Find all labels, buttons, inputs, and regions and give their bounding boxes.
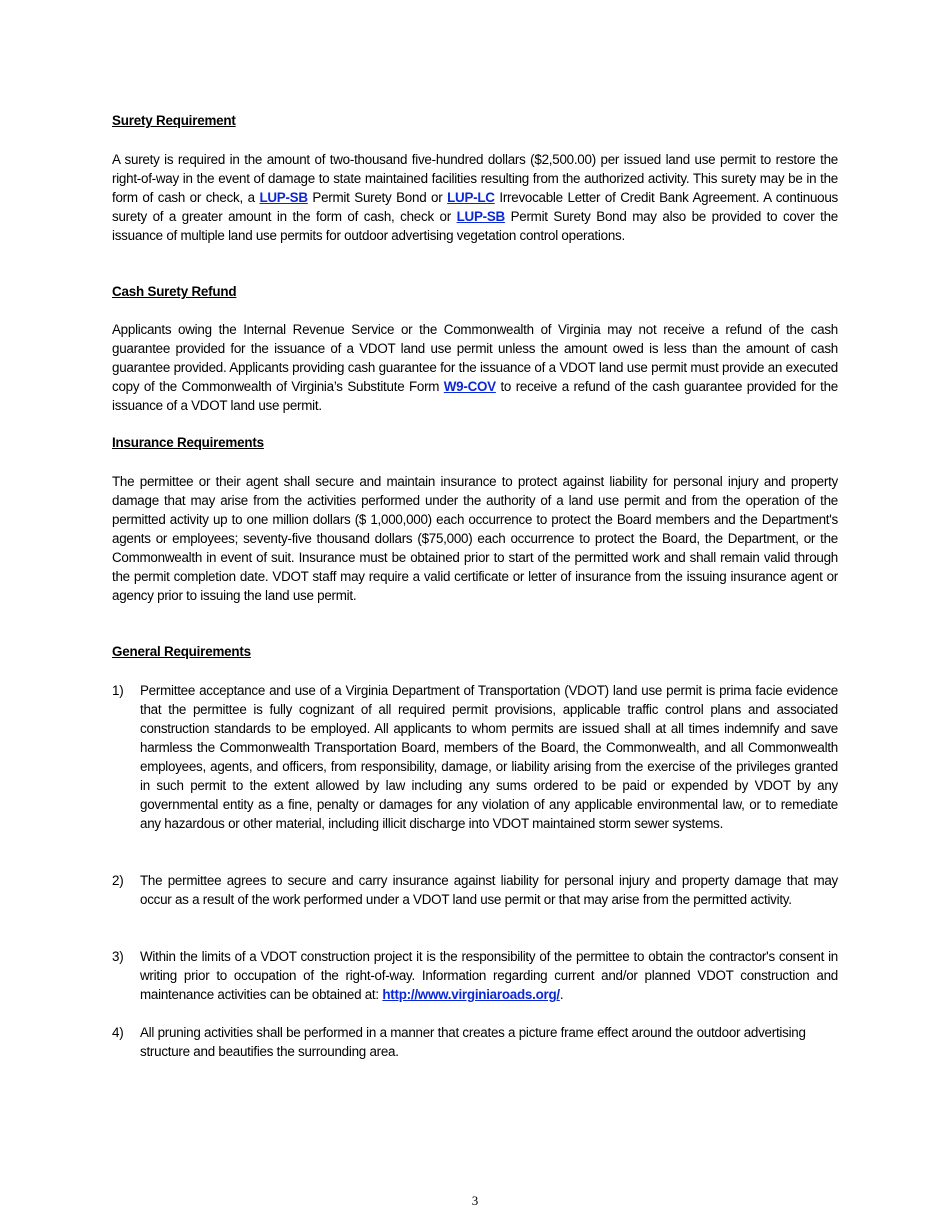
list-text: The permittee agrees to secure and carry insurance against liability for personal injury and property damage that may occur as a result of the work performed under a VDOT land use permit or that may arise from the permitted activity. xyxy=(140,873,838,907)
list-number: 2) xyxy=(112,873,124,888)
insurance-paragraph: The permittee or their agent shall secure and maintain insurance to protect against liability for personal injury and property damage that may arise from the activities performed under the authority of a land use permit and from the operation of the permitted activity up to one million dollars ($ 1,000,000) each occurrence to protect the Board members and the Department's agents or employees; seventy-five thousand dollars ($75,000) each occurrence to protect the Board, the Department, or the Commonwealth in event of suit. Insurance must be obtained prior to start of the permitted work and shall remain valid through the permit completion date. VDOT staff may require a valid certificate or letter of insurance from the issuing insurance agent or agency prior to issuing the land use permit. xyxy=(112,474,838,603)
cash-refund-text-1: Applicants owing the Internal Revenue Service or the Commonwealth of Virginia may not receive a refund of the cash guarantee provided for the issuance of a VDOT land use permit unless the amount owed is less than the amount of cash guarantee provided. Applicants providing cash guarantee for the issuance of a VDOT land use permit must provide an executed copy of the Commonwealth of Virginia’s Substitute Form xyxy=(112,322,838,394)
list-number: 3) xyxy=(112,949,124,964)
list-text: All pruning activities shall be performed in a manner that creates a picture frame effect around the outdoor advertising structure and beautifies the surrounding area. xyxy=(140,1025,806,1059)
list-number: 4) xyxy=(112,1025,124,1040)
list-text-body: Within the limits of a VDOT construction project it is the responsibility of the permittee to obtain the contractor's consent in writing prior to occupation of the right-of-way. Information regarding current and/or planned VDOT construction and maintenance activities can be obtained at: xyxy=(140,949,838,1002)
list-number: 1) xyxy=(112,683,124,698)
list-item-1 xyxy=(112,681,838,833)
lup-sb-link[interactable]: LUP-SB xyxy=(259,190,308,205)
lup-sb-link-2[interactable]: LUP-SB xyxy=(456,209,505,224)
lup-lc-link[interactable]: LUP-LC xyxy=(447,190,495,205)
surety-text-4: Permit Surety Bond may also be provided to cover the issuance of multiple land use permits for outdoor advertising vegetation control operations. xyxy=(112,209,838,243)
section-heading-cash-refund: Cash Surety Refund xyxy=(112,284,237,299)
cash-refund-paragraph xyxy=(112,320,838,415)
section-heading-insurance: Insurance Requirements xyxy=(112,435,264,450)
list-item-2 xyxy=(112,871,838,909)
section-heading-surety: Surety Requirement xyxy=(112,113,236,128)
page-number: 3 xyxy=(471,1193,479,1208)
section-heading-general: General Requirements xyxy=(112,644,251,659)
surety-paragraph xyxy=(112,150,838,245)
w9-cov-link[interactable]: W9-COV xyxy=(443,379,496,394)
surety-text-2: Permit Surety Bond or xyxy=(307,190,448,205)
list-text xyxy=(140,947,838,1004)
surety-text-1: A surety is required in the amount of two-thousand five-hundred dollars ($2,500.00) per issued land use permit to restore the right-of-way in the event of damage to state maintained facilities resulting from the authorized activity. This surety may be in the form of cash or check, a xyxy=(112,152,838,205)
list-item-3 xyxy=(112,947,838,1004)
cash-refund-text-2: to receive a refund of the cash guarantee provided for the issuance of a VDOT land use permit. xyxy=(112,379,838,413)
list-item-4 xyxy=(112,1023,838,1061)
list-text: Permittee acceptance and use of a Virginia Department of Transportation (VDOT) land use permit is prima facie evidence that the permittee is fully cognizant of all required permit provisions, applicable traffic control plans and associated construction standards to be employed. All applicants to whom permits are issued shall at all times indemnify and save harmless the Commonwealth Transportation Board, members of the Board, the Commonwealth, and all Commonwealth employees, agents, and officers, from responsibility, damage, or liability arising from the exercise of the privileges granted in such permit to the extent allowed by law including any sums ordered to be paid or expended by VDOT by any governmental entity as a fine, penalty or damages for any violation of any applicable environmental law, or to remediate any hazardous or other material, including illicit discharge into VDOT maintained storm sewer systems. xyxy=(140,683,838,831)
virginiaroads-link[interactable]: http://www.virginiaroads.org/ xyxy=(382,987,560,1002)
surety-text-3: Irrevocable Letter of Credit Bank Agreement. A continuous surety of a greater amount in the form of cash, check or xyxy=(112,190,838,224)
list-text-after: . xyxy=(559,987,564,1002)
